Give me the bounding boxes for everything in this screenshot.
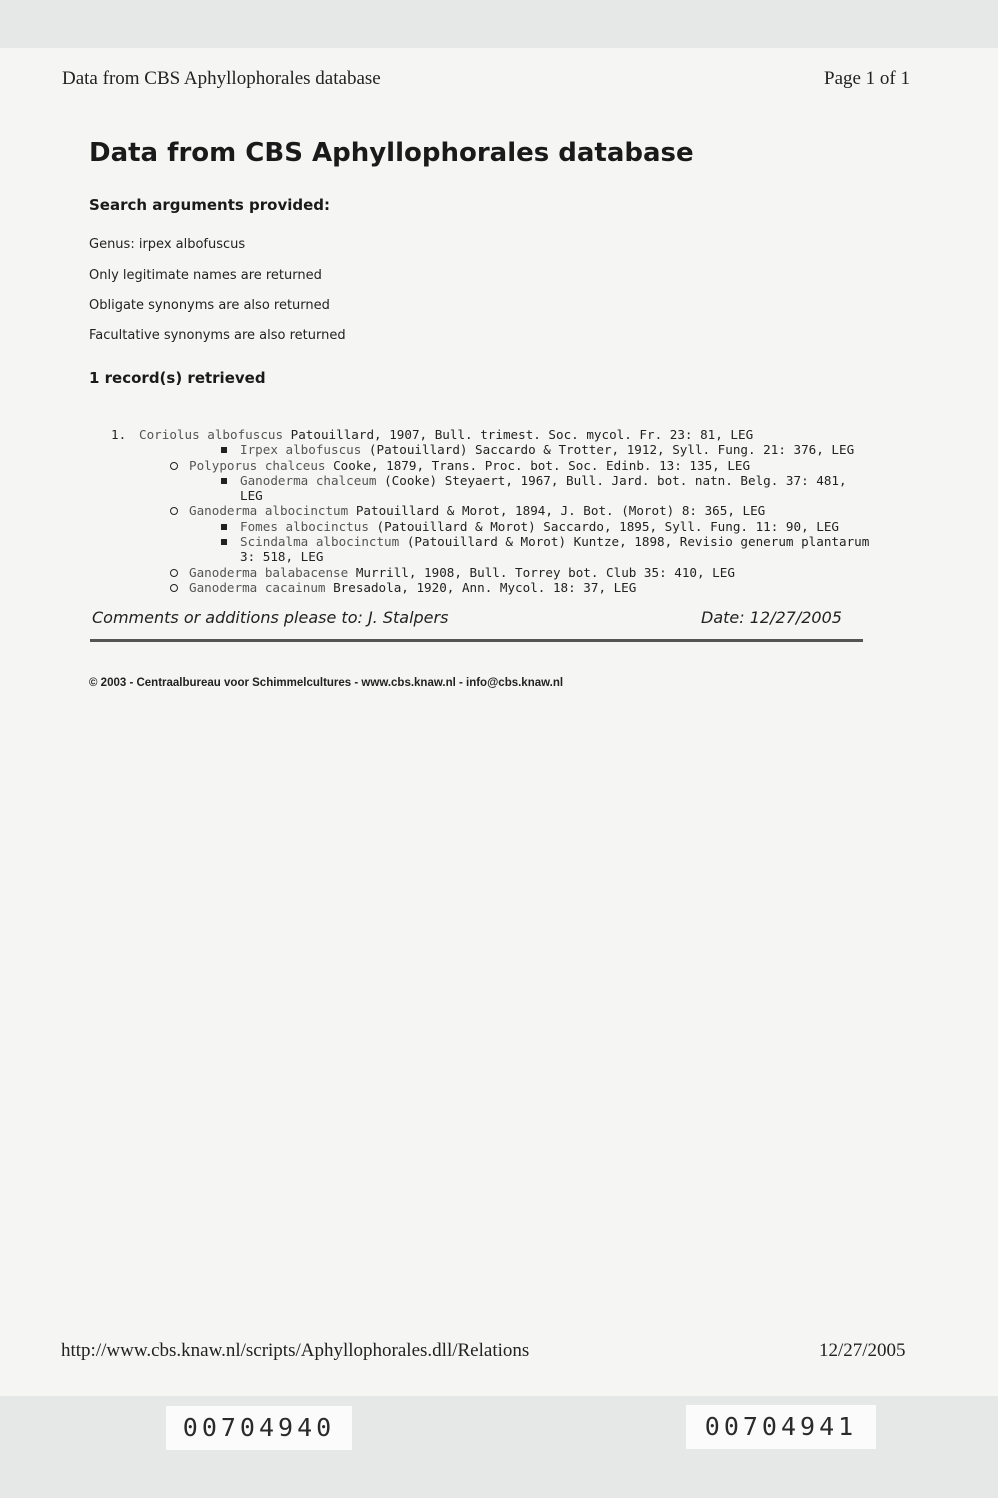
circle-bullet-icon [170,462,178,470]
taxon-name: Ganoderma balabacense [189,564,349,580]
square-bullet-icon [221,447,227,453]
taxon-citation: Bresadola, 1920, Ann. Mycol. 18: 37, LEG [325,579,637,595]
synonym-entry [111,580,871,595]
horizontal-rule [90,639,863,642]
taxon-citation: Patouillard, 1907, Bull. trimest. Soc. mycol. Fr. 23: 81, LEG [283,427,754,442]
copyright-notice: © 2003 - Centraalbureau voor Schimmelcultures - www.cbs.knaw.nl - info@cbs.knaw.nl [89,677,564,689]
square-bullet-icon [221,478,227,484]
square-bullet-icon [221,539,227,545]
print-footer-date: 12/27/2005 [819,1340,906,1361]
synonym-entry [111,534,871,565]
circle-bullet-icon [170,584,178,592]
barcode-label-left: 00704940 [166,1406,352,1450]
record-list [111,427,871,595]
taxon-citation: Murrill, 1908, Bull. Torrey bot. Club 35: 410, LEG [348,564,735,580]
taxon-citation: (Patouillard & Morot) Kuntze, 1898, Revisio generum plantarum 3: 518, LEG [240,534,870,565]
taxon-name: Scindalma albocinctum [240,534,400,550]
print-footer-url: http://www.cbs.knaw.nl/scripts/Aphyllophorales.dll/Relations [61,1340,530,1361]
taxon-name: Ganoderma cacainum [189,579,326,595]
taxon-name: Irpex albofuscus [240,442,362,458]
page-title: Data from CBS Aphyllophorales database [89,138,694,168]
taxon-name: Ganoderma chalceum [240,472,377,488]
square-bullet-icon [221,524,227,530]
synonym-entry [111,519,871,534]
search-arg-obligate: Obligate synonyms are also returned [89,298,330,313]
taxon-name: Ganoderma albocinctum [189,503,349,519]
synonym-entry [111,503,871,518]
taxon-citation: (Patouillard & Morot) Saccardo, 1895, Syll. Fung. 11: 90, LEG [368,518,839,534]
barcode-label-right: 00704941 [686,1405,876,1449]
synonym-entry [111,458,871,473]
search-arg-facultative: Facultative synonyms are also returned [89,328,346,343]
synonym-entry [111,473,871,504]
report-date: Date: 12/27/2005 [701,608,842,627]
print-header-title: Data from CBS Aphyllophorales database [62,68,381,89]
taxon-citation: Cooke, 1879, Trans. Proc. bot. Soc. Edinb. 13: 135, LEG [325,457,751,473]
taxon-citation: (Cooke) Steyaert, 1967, Bull. Jard. bot. natn. Belg. 37: 481, LEG [240,472,847,504]
search-arg-legitimate: Only legitimate names are returned [89,268,322,283]
circle-bullet-icon [170,507,178,515]
taxon-citation: Patouillard & Morot, 1894, J. Bot. (Morot) 8: 365, LEG [348,503,766,519]
taxon-name: Polyporus chalceus [189,457,326,473]
comments-contact: Comments or additions please to: J. Stalpers [92,608,449,627]
search-arguments-heading: Search arguments provided: [89,196,331,214]
synonym-entry [111,565,871,580]
circle-bullet-icon [170,569,178,577]
record-number: 1. [111,427,127,442]
synonym-entry [111,442,871,457]
taxon-name: Coriolus albofuscus [139,427,284,442]
search-arg-genus: Genus: irpex albofuscus [89,237,246,252]
records-retrieved-heading: 1 record(s) retrieved [89,369,266,387]
taxon-citation: (Patouillard) Saccardo & Trotter, 1912, Syll. Fung. 21: 376, LEG [361,442,855,458]
taxon-name: Fomes albocinctus [240,518,369,534]
print-header-page-number: Page 1 of 1 [824,68,911,89]
record-entry [111,427,871,442]
